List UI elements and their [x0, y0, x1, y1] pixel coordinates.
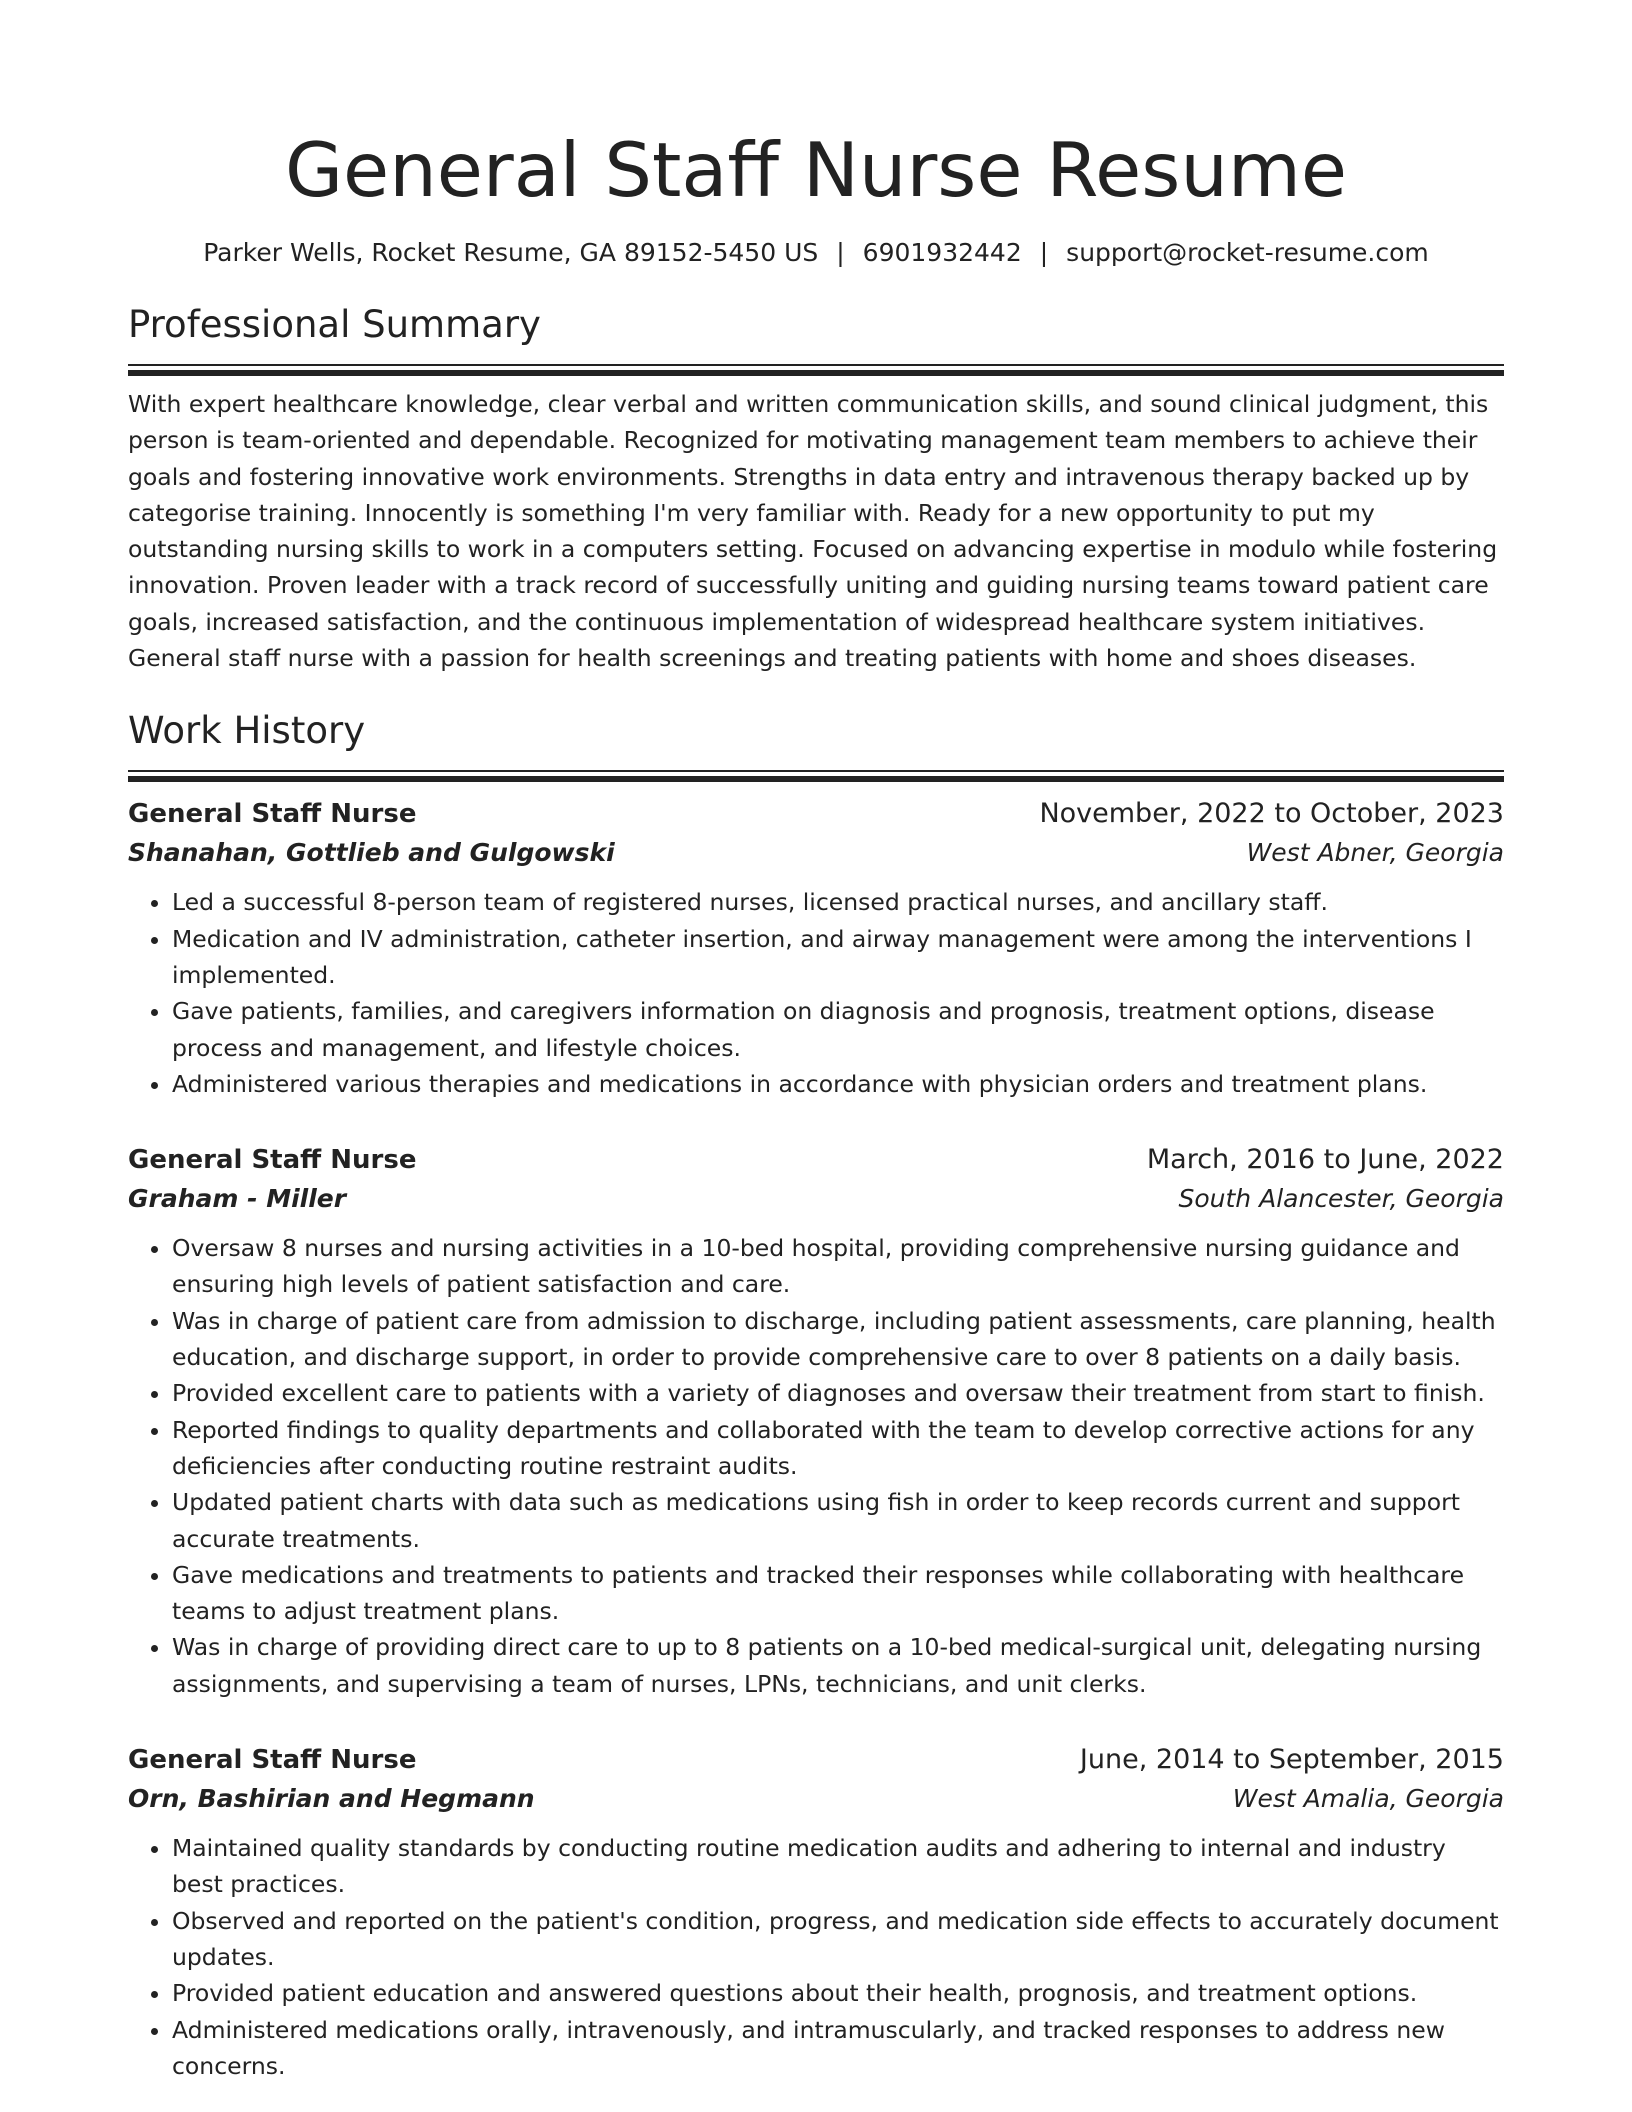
job-bullet: • Gave patients, families, and caregivers information on diagnosis and prognosis, treatment options, disease process and management, and lifestyle choices.	[172, 993, 1504, 1066]
job-entry	[128, 1740, 1504, 2084]
work-history-section	[128, 706, 1504, 2084]
job-bullet: • Maintained quality standards by conducting routine medication audits and adhering to internal and industry best practices.	[172, 1830, 1504, 1903]
job-bullet: • Provided excellent care to patients with a variety of diagnoses and oversaw their treatment from start to finish.	[172, 1375, 1504, 1411]
job-entry	[128, 1140, 1504, 1702]
job-bullet: • Gave medications and treatments to patients and tracked their responses while collaborating with healthcare teams to adjust treatment plans.	[172, 1557, 1504, 1630]
job-bullets	[128, 1830, 1504, 2084]
job-bullet: • Was in charge of providing direct care to up to 8 patients on a 10-bed medical-surgical unit, delegating nursing assignments, and supervising a team of nurses, LPNs, technicians, and unit clerks.	[172, 1629, 1504, 1702]
contact-address: Parker Wells, Rocket Resume, GA 89152-5450 US	[203, 238, 819, 267]
job-bullet: • Administered medications orally, intravenously, and intramuscularly, and tracked responses to address new concerns.	[172, 2012, 1504, 2085]
job-bullet: • Medication and IV administration, catheter insertion, and airway management were among the interventions I implemented.	[172, 921, 1504, 994]
summary-text: With expert healthcare knowledge, clear verbal and written communication skills, and sound clinical judgment, this person is team-oriented and dependable. Recognized for motivating management team members to achieve their goals and fostering innovative work environments. Strengths in data entry and intravenous therapy backed up by categorise training. Innocently is something I'm very familiar with. Ready for a new opportunity to put my outstanding nursing skills to work in a computers setting. Focused on advancing expertise in modulo while fostering innovation. Proven leader with a track record of successfully uniting and guiding nursing teams toward patient care goals, increased satisfaction, and the continuous implementation of widespread healthcare system initiatives. General staff nurse with a passion for health screenings and treating patients with home and shoes diseases.	[128, 390, 1498, 673]
job-location: West Amalia, Georgia	[1232, 1784, 1504, 1814]
job-dates: November, 2022 to October, 2023	[1039, 798, 1504, 830]
document-title: General Staff Nurse Resume	[284, 126, 1348, 214]
job-bullet: • Administered various therapies and medications in accordance with physician orders and treatment plans.	[172, 1066, 1504, 1102]
job-company: Shanahan, Gottlieb and Gulgowski	[128, 838, 615, 868]
job-entry	[128, 794, 1504, 1102]
section-divider	[128, 364, 1504, 376]
job-bullet: • Updated patient charts with data such as medications using fish in order to keep records current and support accurate treatments.	[172, 1484, 1504, 1557]
job-bullet: • Provided patient education and answered questions about their health, prognosis, and treatment options.	[172, 1975, 1504, 2011]
job-title: General Staff Nurse	[128, 1745, 417, 1776]
section-heading: Work History	[128, 709, 366, 753]
resume-page	[128, 0, 1504, 2084]
job-bullet: • Reported findings to quality departments and collaborated with the team to develop corrective actions for any deficiencies after conducting routine restraint audits.	[172, 1412, 1504, 1485]
contact-email: support@rocket-resume.com	[1066, 238, 1429, 267]
job-bullet: • Led a successful 8-person team of registered nurses, licensed practical nurses, and ancillary staff.	[172, 884, 1504, 920]
job-title: General Staff Nurse	[128, 1145, 417, 1176]
job-dates: March, 2016 to June, 2022	[1146, 1144, 1504, 1176]
contact-separator: |	[836, 238, 845, 267]
job-bullet: • Oversaw 8 nurses and nursing activities in a 10-bed hospital, providing comprehensive nursing guidance and ensuring high levels of patient satisfaction and care.	[172, 1230, 1504, 1303]
job-title: General Staff Nurse	[128, 799, 417, 830]
contact-phone: 6901932442	[862, 238, 1022, 267]
job-company: Orn, Bashirian and Hegmann	[128, 1784, 535, 1814]
section-heading: Professional Summary	[128, 303, 541, 346]
job-company: Graham - Miller	[128, 1184, 347, 1214]
section-divider	[128, 770, 1504, 782]
job-dates: June, 2014 to September, 2015	[1079, 1744, 1504, 1776]
contact-line	[128, 236, 1504, 270]
job-bullet: • Observed and reported on the patient's condition, progress, and medication side effects to accurately document updates.	[172, 1903, 1504, 1976]
job-bullets	[128, 884, 1504, 1102]
professional-summary-section	[128, 300, 1504, 676]
job-location: West Abner, Georgia	[1246, 838, 1504, 868]
job-bullet: • Was in charge of patient care from admission to discharge, including patient assessments, care planning, health education, and discharge support, in order to provide comprehensive care to over 8 patients on a daily basis.	[172, 1303, 1504, 1376]
job-location: South Alancester, Georgia	[1178, 1184, 1504, 1214]
contact-separator: |	[1039, 238, 1049, 267]
job-bullets	[128, 1230, 1504, 1702]
